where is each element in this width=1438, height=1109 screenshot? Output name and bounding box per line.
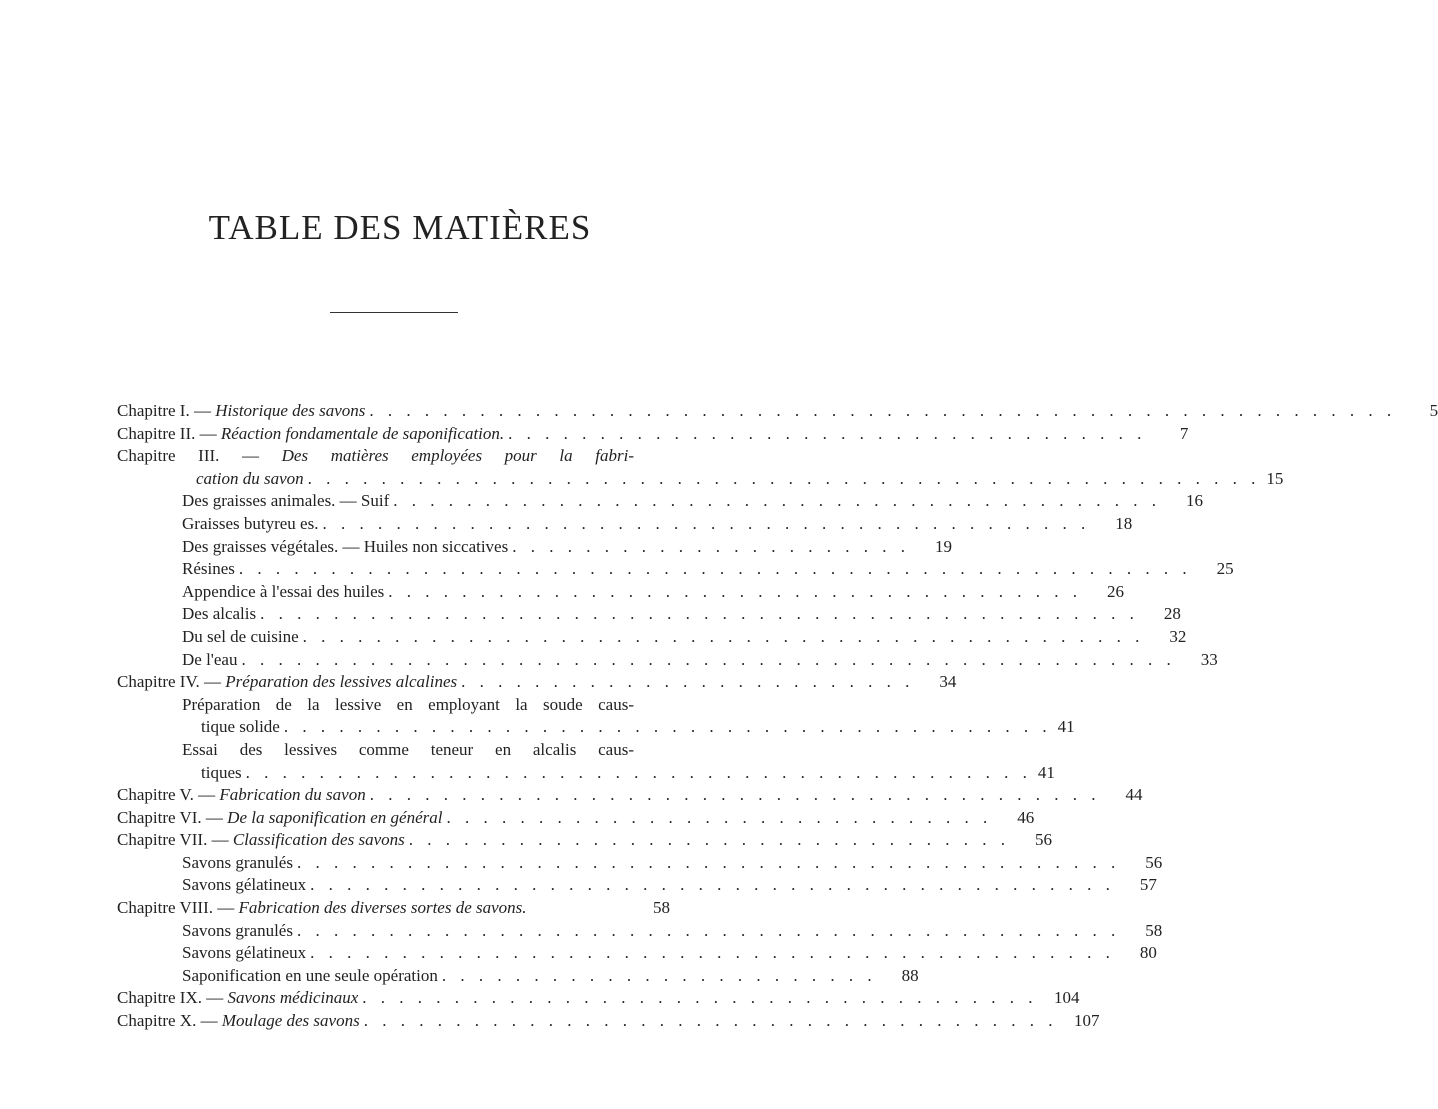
toc-subentry: Savons gélatineux . . . . . . . . . . . . . . . . . . . . . . . . . . . . . . . . . . . . . . . . . . . . 80 [117, 942, 670, 965]
chapter-title: De la saponification en général [227, 807, 443, 827]
page-number: 25 [1216, 559, 1234, 579]
dot-leader: . . . . . . . . . . . . . . . . . . . . . . . . . . . . . . . . . . . . . . . . . . . . . . . . . . . [241, 649, 1176, 669]
dot-leader: . . . . . . . . . . . . . . . . . . . . . . . . . . . . . . . . . . . . . . . . . . . . . . . . . . . . . . . . [369, 401, 1397, 420]
page-number: 56 [1145, 852, 1163, 872]
page-number: 44 [1125, 785, 1143, 805]
toc-entry-chapter-1 [117, 400, 1438, 423]
toc-subentry: Préparation de la lessive en employant la soude caus- [182, 694, 634, 714]
toc-subentry: Essai des lessives comme teneur en alcalis caus- [182, 739, 634, 759]
dot-leader: . . . . . . . . . . . . . . . . . . . . . . . . . . . . . . . . . . . . . . [363, 1011, 1058, 1031]
dot-leader: . . . . . . . . . . . . . . . . . . . . . . . . [441, 965, 877, 985]
dot-leader: . . . . . . . . . . . . . . . . . . . . . . . . . . . . . . . . . . . . . . . . . . [393, 491, 1162, 511]
dot-leader: . . . . . . . . . . . . . . . . . . . . . . . . . . . . . . . . . . . . . . . . . . . . . . . . . . . . [307, 468, 1261, 488]
page-number: 80 [1139, 943, 1157, 963]
page-number: 58 [1145, 920, 1163, 940]
dot-leader: . . . . . . . . . . . . . . . . . . . . . . . . . . . . . . [446, 807, 993, 827]
toc-entry-chapter-5 [117, 784, 1143, 807]
chapter-title: Fabrication du savon [219, 785, 366, 805]
dot-leader: . . . . . . . . . . . . . . . . . . . . . . . . . [461, 672, 915, 692]
chapter-prefix: Chapitre IV. — [117, 672, 226, 692]
page-number: 32 [1169, 626, 1187, 646]
chapter-title: Préparation des lessives alcalines [225, 672, 458, 692]
toc-subentry: Savons granulés . . . . . . . . . . . . . . . . . . . . . . . . . . . . . . . . . . . . . . . . . . . . . 58 [117, 920, 670, 943]
dot-leader: . . . . . . . . . . . . . . . . . . . . . . . . . . . . . . . . . . . . . . . . . . . . [310, 943, 1115, 963]
chapter-prefix: Chapitre I. — [117, 401, 216, 420]
chapter-title: Historique des savons [215, 401, 366, 420]
toc-subentry: Savons gélatineux . . . . . . . . . . . . . . . . . . . . . . . . . . . . . . . . . . . . . . . . . . . . 57 [117, 874, 670, 897]
toc-entry-chapter-8 [117, 897, 670, 920]
toc-entry-chapter-3-continued [117, 468, 1284, 491]
page-number: 107 [1073, 1011, 1100, 1031]
toc-subentry: Des alcalis . . . . . . . . . . . . . . . . . . . . . . . . . . . . . . . . . . . . . . . . . . . . . . . . 28 [117, 603, 670, 626]
page-number: 104 [1054, 988, 1080, 1008]
page-number: 56 [1035, 830, 1052, 850]
page-number: 19 [934, 536, 952, 556]
page-number: 16 [1186, 491, 1204, 511]
dot-leader: . . . . . . . . . . . . . . . . . . . . . . . . . . . . . . . . . . . . . . . . . . [322, 513, 1091, 533]
page-number: 28 [1163, 604, 1181, 624]
dot-leader: . . . . . . . . . . . . . . . . . . . . . . . . . . . . . . . . . . . . . . . . . . . [245, 762, 1032, 782]
chapter-prefix: Chapitre X. — [117, 1011, 222, 1031]
page-number: 26 [1107, 581, 1125, 601]
toc-entry-chapter-9 [117, 987, 1080, 1010]
toc-subentry: Des graisses animales. — Suif . . . . . . . . . . . . . . . . . . . . . . . . . . . . . . . . . . . . . . . . . . 16 [117, 490, 670, 513]
toc-subentry: De l'eau . . . . . . . . . . . . . . . . . . . . . . . . . . . . . . . . . . . . . . . . . . . . . . . . . . . 33 [117, 649, 670, 672]
chapter-title: Moulage des savons [221, 1011, 360, 1031]
toc-subentry: Appendice à l'essai des huiles . . . . . . . . . . . . . . . . . . . . . . . . . . . . . . . . . . . . . . 26 [117, 581, 670, 604]
chapter-title: Savons médicinaux [227, 988, 359, 1008]
toc-subentry: Du sel de cuisine . . . . . . . . . . . . . . . . . . . . . . . . . . . . . . . . . . . . . . . . . . . . . . 32 [117, 626, 670, 649]
page-number: 88 [901, 965, 919, 985]
table-of-contents [117, 400, 1438, 1033]
page-title: TABLE DES MATIÈRES [208, 208, 592, 247]
page-number: 33 [1200, 649, 1218, 669]
page-number: 5 [1429, 401, 1438, 420]
toc-subentry: Saponification en une seule opération . . . . . . . . . . . . . . . . . . . . . . . . 88 [117, 965, 670, 988]
page-number: 41 [1037, 762, 1055, 782]
chapter-prefix: Chapitre IX. — [117, 988, 228, 1008]
chapter-title-line-2: cation du savon [196, 468, 304, 488]
page-number: 58 [653, 898, 670, 918]
chapter-prefix: Chapitre VIII. — [117, 898, 239, 918]
toc-subentry: Graisses butyreu es. . . . . . . . . . . . . . . . . . . . . . . . . . . . . . . . . . . . . . . . . . . 18 [117, 513, 670, 536]
dot-leader: . . . . . . . . . . . . . . . . . . . . . . . . . . . . . . . . . . . . . . . . . . . . . . . . . . . . [238, 559, 1192, 579]
dot-leader: . . . . . . . . . . . . . . . . . . . . . . . . . . . . . . . . . . . . . [362, 988, 1038, 1008]
toc-entry-chapter-10 [117, 1010, 1100, 1033]
page-number: 41 [1057, 717, 1075, 737]
dot-leader: . . . . . . . . . . . . . . . . . . . . . . . . . . . . . . . . . . . . . . . . . . . . . . . . [260, 604, 1139, 624]
toc-subentry: Des graisses végétales. — Huiles non siccatives . . . . . . . . . . . . . . . . . . . . . . 19 [117, 536, 670, 559]
page-number: 57 [1139, 875, 1157, 895]
dot-leader: . . . . . . . . . . . . . . . . . . . . . . . . . . . . . . . . . . . . . . . . [369, 785, 1101, 805]
toc-subentry-continued: tique solide . . . . . . . . . . . . . . . . . . . . . . . . . . . . . . . . . . . . . . . . . . 41 [117, 716, 670, 739]
toc-entry-chapter-6 [117, 807, 1035, 830]
toc-entry-chapter-4 [117, 671, 957, 694]
toc-entry-chapter-2 [117, 423, 1189, 446]
page-number: 7 [1179, 423, 1189, 443]
toc-entry-chapter-7 [117, 829, 1052, 852]
dot-leader: . . . . . . . . . . . . . . . . . . . . . . . . . . . . . . . . . . . . . . . . . . [283, 717, 1052, 737]
chapter-prefix: Chapitre V. — [117, 785, 220, 805]
dot-leader: . . . . . . . . . . . . . . . . . . . . . . . . . . . . . . . . . . . . . . . . . . . . [310, 875, 1115, 895]
title-divider [330, 312, 458, 313]
chapter-title-line-1: Des matières employées pour la fabri- [281, 446, 634, 466]
page-number: 34 [939, 672, 957, 692]
dot-leader: . . . . . . . . . . . . . . . . . . . . . . . . . . . . . . . . . . . [508, 423, 1147, 443]
page-number: 46 [1017, 807, 1035, 827]
chapter-title: Classification des savons [232, 830, 405, 850]
dot-leader: . . . . . . . . . . . . . . . . . . . . . . [512, 536, 910, 556]
dot-leader: . . . . . . . . . . . . . . . . . . . . . . . . . . . . . . . . . . . . . . . . . . . . . . [302, 626, 1145, 646]
chapter-prefix: Chapitre VI. — [117, 807, 228, 827]
dot-leader: . . . . . . . . . . . . . . . . . . . . . . . . . . . . . . . . . . . . . . [388, 581, 1083, 601]
chapter-prefix: Chapitre II. — [117, 423, 221, 443]
page-number: 18 [1115, 513, 1133, 533]
toc-subentry-continued: tiques . . . . . . . . . . . . . . . . . . . . . . . . . . . . . . . . . . . . . . . . . . . 41 [117, 762, 670, 785]
dot-leader: . . . . . . . . . . . . . . . . . . . . . . . . . . . . . . . . . [408, 830, 1010, 850]
chapter-prefix: Chapitre VII. — [117, 830, 233, 850]
chapter-title: Réaction fondamentale de saponification. [220, 423, 505, 443]
chapter-title: Fabrication des diverses sortes de savons. [238, 898, 527, 918]
dot-leader: . . . . . . . . . . . . . . . . . . . . . . . . . . . . . . . . . . . . . . . . . . . . . [296, 852, 1121, 872]
page-number: 15 [1266, 468, 1284, 488]
toc-entry-chapter-3 [117, 445, 670, 468]
chapter-prefix: Chapitre III. — [117, 446, 282, 466]
dot-leader: . . . . . . . . . . . . . . . . . . . . . . . . . . . . . . . . . . . . . . . . . . . . . [296, 920, 1121, 940]
toc-subentry: Savons granulés . . . . . . . . . . . . . . . . . . . . . . . . . . . . . . . . . . . . . . . . . . . . . 56 [117, 852, 670, 875]
toc-subentry: Résines . . . . . . . . . . . . . . . . . . . . . . . . . . . . . . . . . . . . . . . . . . . . . . . . . . . . 25 [117, 558, 670, 581]
